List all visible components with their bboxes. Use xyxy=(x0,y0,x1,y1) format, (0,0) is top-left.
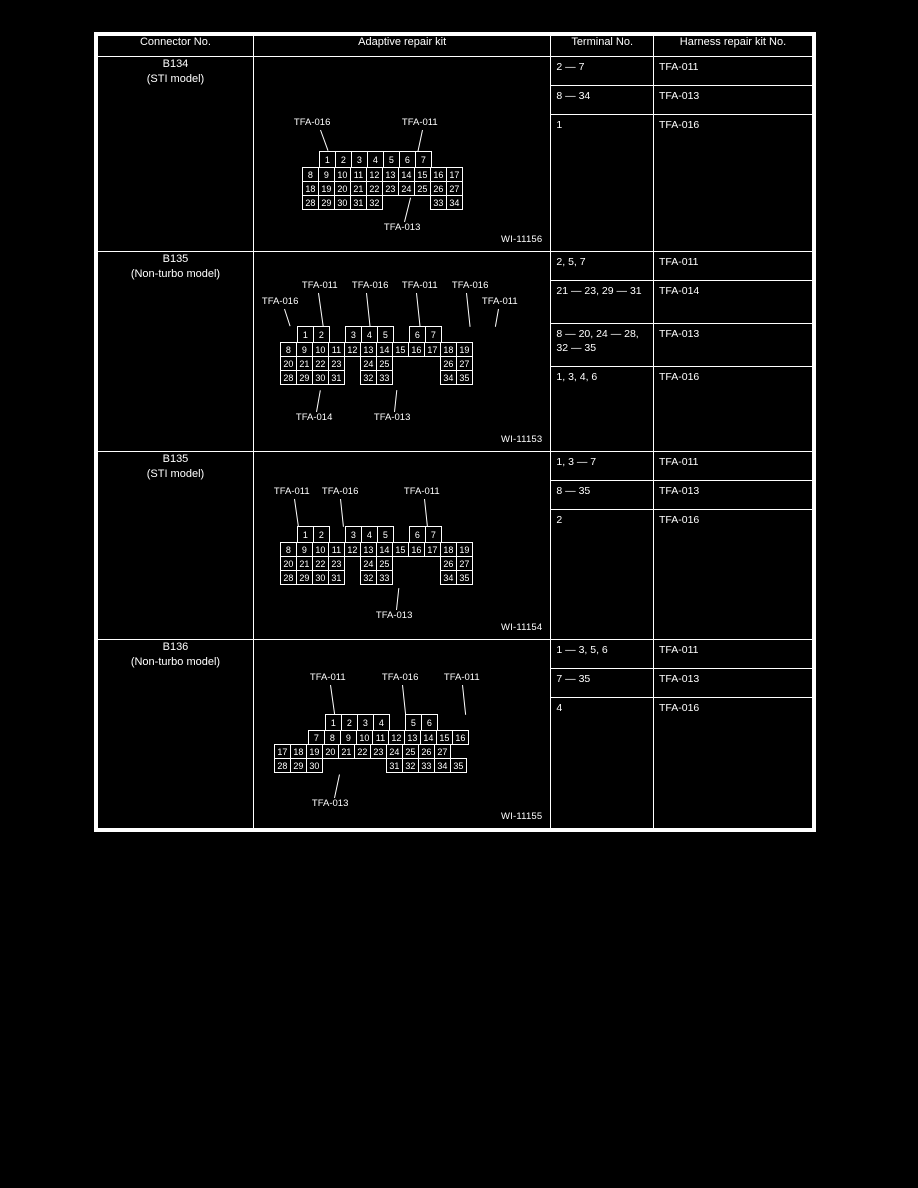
pin: 16 xyxy=(408,542,425,557)
pin: 29 xyxy=(290,758,307,773)
pin: 29 xyxy=(318,195,335,210)
pin-spacer xyxy=(424,556,441,571)
pin: 1 xyxy=(325,714,342,731)
repair-kit-table xyxy=(97,35,813,829)
leader-line xyxy=(495,309,499,327)
pin: 9 xyxy=(296,542,313,557)
harness-value: TFA-011 xyxy=(654,640,812,669)
pin: 12 xyxy=(366,167,383,182)
table-row xyxy=(98,252,813,452)
pin: 26 xyxy=(430,181,447,196)
connector-name: B135 xyxy=(162,253,189,265)
harness-value: TFA-013 xyxy=(654,324,812,367)
pin-spacer xyxy=(382,195,399,210)
terminal-value: 2 xyxy=(556,514,563,526)
diagram-label-tfa016: TFA-016 xyxy=(261,296,299,307)
pin: 33 xyxy=(376,570,393,585)
leader-line xyxy=(316,390,321,412)
pin-spacer xyxy=(329,326,346,341)
pin-spacer xyxy=(393,326,410,341)
pin: 6 xyxy=(399,151,416,168)
connector-model: (Non-turbo model) xyxy=(130,656,221,668)
pin-spacer xyxy=(392,556,409,571)
connector-name: B136 xyxy=(162,641,189,653)
pin-spacer xyxy=(392,356,409,371)
pin: 9 xyxy=(296,342,313,357)
pin: 11 xyxy=(372,730,389,745)
pin: 1 xyxy=(319,151,336,168)
diagram-label-tfa011: TFA-011 xyxy=(401,280,438,291)
pin: 8 xyxy=(280,342,297,357)
pin: 20 xyxy=(334,181,351,196)
pin: 34 xyxy=(446,195,463,210)
connector-model: (Non-turbo model) xyxy=(130,268,221,280)
pin: 22 xyxy=(366,181,383,196)
pin-spacer xyxy=(408,570,425,585)
pin: 2 xyxy=(313,326,330,343)
pin-row xyxy=(274,758,468,772)
leader-line xyxy=(394,390,397,412)
harness-repair-kit-cell xyxy=(653,57,812,252)
diagram-label-tfa011: TFA-011 xyxy=(401,117,438,128)
pin-spacer xyxy=(329,526,346,541)
connector-name: B134 xyxy=(162,58,189,70)
pin-spacer xyxy=(392,570,409,585)
connector-cell xyxy=(98,252,254,452)
pin: 29 xyxy=(296,370,313,385)
pin: 28 xyxy=(302,195,319,210)
pin: 35 xyxy=(450,758,467,773)
terminal-value: 1 — 3, 5, 6 xyxy=(551,640,653,669)
connector-cell xyxy=(98,57,254,252)
harness-value: TFA-011 xyxy=(654,452,812,481)
pin: 3 xyxy=(351,151,368,168)
pin: 10 xyxy=(312,542,329,557)
harness-repair-kit-cell xyxy=(653,640,812,829)
pin: 6 xyxy=(421,714,438,731)
pin: 34 xyxy=(440,570,457,585)
pin: 5 xyxy=(377,526,394,543)
pin: 27 xyxy=(434,744,451,759)
pin-row xyxy=(325,714,468,730)
pin: 21 xyxy=(350,181,367,196)
pin: 2 xyxy=(335,151,352,168)
pin: 9 xyxy=(318,167,335,182)
diagram-wi-code: WI-11156 xyxy=(501,234,543,245)
pin-row xyxy=(280,556,472,570)
connector-diagram xyxy=(254,640,550,828)
pin: 31 xyxy=(386,758,403,773)
harness-list xyxy=(654,452,812,530)
pin-row xyxy=(302,167,462,181)
pin: 4 xyxy=(367,151,384,168)
pin-row xyxy=(297,326,472,342)
harness-value: TFA-013 xyxy=(654,481,812,510)
pin: 32 xyxy=(366,195,383,210)
pin: 15 xyxy=(392,542,409,557)
pin: 24 xyxy=(386,744,403,759)
leader-line xyxy=(424,499,428,527)
diagram-label-tfa016: TFA-016 xyxy=(381,672,419,683)
pin: 1 xyxy=(297,326,314,343)
pin: 17 xyxy=(446,167,463,182)
pin: 17 xyxy=(274,744,291,759)
pin: 31 xyxy=(328,570,345,585)
pin: 13 xyxy=(360,542,377,557)
pin-spacer xyxy=(322,758,339,773)
harness-value: TFA-011 xyxy=(654,57,812,86)
pin: 28 xyxy=(274,758,291,773)
pin: 12 xyxy=(388,730,405,745)
pin-spacer xyxy=(344,370,361,385)
pin: 17 xyxy=(424,542,441,557)
terminal-no-cell xyxy=(551,252,654,452)
pin: 35 xyxy=(456,570,473,585)
pin: 1 xyxy=(297,526,314,543)
pin: 24 xyxy=(360,556,377,571)
diagram-label-tfa016: TFA-016 xyxy=(321,486,359,497)
diagram-wi-code: WI-11155 xyxy=(501,811,543,822)
header-adaptive-repair-kit: Adaptive repair kit xyxy=(253,36,550,57)
terminal-list xyxy=(551,452,653,530)
diagram-label-tfa014: TFA-014 xyxy=(295,412,333,423)
harness-repair-kit-cell xyxy=(653,252,812,452)
pin: 32 xyxy=(360,570,377,585)
diagram-label-tfa011: TFA-011 xyxy=(443,672,480,683)
leader-line xyxy=(462,685,466,715)
terminal-list xyxy=(551,57,653,135)
pin: 27 xyxy=(456,356,473,371)
pin: 21 xyxy=(296,356,313,371)
leader-line xyxy=(402,685,406,715)
pin-row xyxy=(308,730,468,744)
pin: 20 xyxy=(280,556,297,571)
terminal-value: 8 — 20, 24 — 28, 32 — 35 xyxy=(551,324,653,367)
pin: 34 xyxy=(434,758,451,773)
pin: 23 xyxy=(370,744,387,759)
table-row xyxy=(98,57,813,252)
adaptive-repair-kit-cell xyxy=(253,452,550,640)
harness-value: TFA-016 xyxy=(658,702,700,714)
pin: 22 xyxy=(354,744,371,759)
pin-spacer xyxy=(424,570,441,585)
harness-list xyxy=(654,640,812,718)
leader-line xyxy=(318,293,324,327)
pin: 6 xyxy=(409,526,426,543)
harness-value: TFA-013 xyxy=(654,86,812,115)
pin-spacer xyxy=(370,758,387,773)
connector-cell xyxy=(98,640,254,829)
pin: 34 xyxy=(440,370,457,385)
pin-row xyxy=(302,195,462,209)
pin: 13 xyxy=(382,167,399,182)
pin: 10 xyxy=(312,342,329,357)
pin: 21 xyxy=(296,556,313,571)
pin: 16 xyxy=(430,167,447,182)
harness-list xyxy=(654,252,812,387)
leader-line xyxy=(330,685,335,715)
header-harness-repair-kit-no: Harness repair kit No. xyxy=(653,36,812,57)
pin: 13 xyxy=(360,342,377,357)
repair-kit-table-frame xyxy=(94,32,816,832)
diagram-label-tfa013: TFA-013 xyxy=(373,412,411,423)
pin: 20 xyxy=(280,356,297,371)
pin: 32 xyxy=(402,758,419,773)
pin-spacer xyxy=(344,556,361,571)
pin: 25 xyxy=(402,744,419,759)
terminal-value: 4 xyxy=(556,702,563,714)
pin: 5 xyxy=(405,714,422,731)
adaptive-repair-kit-cell xyxy=(253,252,550,452)
terminal-value: 2, 5, 7 xyxy=(551,252,653,281)
pin: 6 xyxy=(409,326,426,343)
pin: 20 xyxy=(322,744,339,759)
pin: 26 xyxy=(418,744,435,759)
pin: 4 xyxy=(361,526,378,543)
diagram-label-tfa016: TFA-016 xyxy=(293,117,331,128)
pin: 27 xyxy=(456,556,473,571)
terminal-value: 1, 3 — 7 xyxy=(551,452,653,481)
diagram-label-tfa013: TFA-013 xyxy=(311,798,349,809)
diagram-label-tfa011: TFA-011 xyxy=(309,672,346,683)
pin-spacer xyxy=(389,714,406,729)
pin: 18 xyxy=(440,342,457,357)
diagram-label-tfa013: TFA-013 xyxy=(375,610,413,621)
pin-spacer xyxy=(424,370,441,385)
pin: 12 xyxy=(344,542,361,557)
harness-repair-kit-cell xyxy=(653,452,812,640)
pin: 26 xyxy=(440,356,457,371)
connector-model: (STI model) xyxy=(146,73,205,85)
pin: 4 xyxy=(373,714,390,731)
pin: 8 xyxy=(302,167,319,182)
pin: 14 xyxy=(376,542,393,557)
leader-line xyxy=(416,293,421,327)
pin: 25 xyxy=(376,356,393,371)
pin-spacer xyxy=(393,526,410,541)
pin-spacer xyxy=(408,556,425,571)
pin-spacer xyxy=(354,758,371,773)
diagram-label-tfa016: TFA-016 xyxy=(351,280,389,291)
diagram-label-tfa011: TFA-011 xyxy=(403,486,440,497)
pin: 18 xyxy=(302,181,319,196)
pin: 25 xyxy=(414,181,431,196)
pin: 30 xyxy=(334,195,351,210)
pin: 33 xyxy=(430,195,447,210)
terminal-value: 8 — 34 xyxy=(551,86,653,115)
harness-value: TFA-016 xyxy=(658,514,700,526)
pin: 30 xyxy=(312,570,329,585)
pin: 9 xyxy=(340,730,357,745)
pin-row xyxy=(280,542,472,556)
diagram-wi-code: WI-11154 xyxy=(501,622,543,633)
pin-row xyxy=(319,151,462,167)
leader-line xyxy=(396,588,399,610)
harness-list xyxy=(654,57,812,135)
pin: 32 xyxy=(360,370,377,385)
pin: 28 xyxy=(280,570,297,585)
pin: 11 xyxy=(350,167,367,182)
pin-row xyxy=(280,356,472,370)
pin-spacer xyxy=(398,195,415,210)
terminal-value: 8 — 35 xyxy=(551,481,653,510)
pin: 27 xyxy=(446,181,463,196)
terminal-value: 2 — 7 xyxy=(551,57,653,86)
diagram-label-tfa011: TFA-011 xyxy=(301,280,338,291)
pin: 8 xyxy=(324,730,341,745)
pin: 15 xyxy=(436,730,453,745)
harness-value: TFA-014 xyxy=(654,281,812,324)
pin: 3 xyxy=(357,714,374,731)
terminal-no-cell xyxy=(551,640,654,829)
connector-diagram xyxy=(254,57,550,251)
diagram-label-tfa013: TFA-013 xyxy=(383,222,421,233)
pin: 21 xyxy=(338,744,355,759)
connector-diagram xyxy=(254,452,550,639)
pin: 14 xyxy=(420,730,437,745)
diagram-wi-code: WI-11153 xyxy=(501,434,543,445)
pin-row xyxy=(280,570,472,584)
table-row xyxy=(98,640,813,829)
pin: 30 xyxy=(312,370,329,385)
pin: 11 xyxy=(328,342,345,357)
harness-value: TFA-013 xyxy=(654,669,812,698)
pin: 15 xyxy=(392,342,409,357)
terminal-no-cell xyxy=(551,57,654,252)
pin: 23 xyxy=(328,356,345,371)
pin: 23 xyxy=(328,556,345,571)
table-header-row xyxy=(98,36,813,57)
pin: 25 xyxy=(376,556,393,571)
pin: 33 xyxy=(418,758,435,773)
pin: 7 xyxy=(308,730,325,745)
pin-row xyxy=(297,526,472,542)
harness-value: TFA-016 xyxy=(658,119,700,131)
leader-line xyxy=(466,293,471,327)
leader-line xyxy=(417,130,423,152)
leader-line xyxy=(334,774,340,798)
pin: 5 xyxy=(383,151,400,168)
pin: 3 xyxy=(345,326,362,343)
pin: 29 xyxy=(296,570,313,585)
connector-name: B135 xyxy=(162,453,189,465)
pin: 24 xyxy=(360,356,377,371)
leader-line xyxy=(366,293,371,327)
pin-spacer xyxy=(344,570,361,585)
leader-line xyxy=(284,309,291,326)
terminal-list xyxy=(551,640,653,718)
table-row xyxy=(98,452,813,640)
pin: 10 xyxy=(356,730,373,745)
pin: 19 xyxy=(456,342,473,357)
pin: 23 xyxy=(382,181,399,196)
pin-spacer xyxy=(408,370,425,385)
header-connector-no: Connector No. xyxy=(98,36,254,57)
pin: 12 xyxy=(344,342,361,357)
pin: 14 xyxy=(398,167,415,182)
pin-spacer xyxy=(392,370,409,385)
terminal-value: 21 — 23, 29 — 31 xyxy=(551,281,653,324)
pin: 11 xyxy=(328,542,345,557)
pin: 31 xyxy=(350,195,367,210)
pin-spacer xyxy=(344,356,361,371)
adaptive-repair-kit-cell xyxy=(253,57,550,252)
harness-value: TFA-011 xyxy=(654,252,812,281)
diagram-label-tfa011: TFA-011 xyxy=(273,486,310,497)
pin: 22 xyxy=(312,356,329,371)
leader-line xyxy=(294,499,299,527)
pin: 10 xyxy=(334,167,351,182)
adaptive-repair-kit-cell xyxy=(253,640,550,829)
terminal-value: 1 xyxy=(556,119,563,131)
pin-row xyxy=(280,370,472,384)
pin: 19 xyxy=(318,181,335,196)
connector-cell xyxy=(98,452,254,640)
pin: 30 xyxy=(306,758,323,773)
pin: 28 xyxy=(280,370,297,385)
harness-value: TFA-016 xyxy=(658,371,700,383)
header-terminal-no: Terminal No. xyxy=(551,36,654,57)
pin-spacer xyxy=(408,356,425,371)
pin: 26 xyxy=(440,556,457,571)
pin-row xyxy=(280,342,472,356)
pin: 2 xyxy=(313,526,330,543)
terminal-value: 1, 3, 4, 6 xyxy=(556,371,598,383)
pin: 7 xyxy=(415,151,432,168)
pin: 15 xyxy=(414,167,431,182)
pin: 31 xyxy=(328,370,345,385)
terminal-no-cell xyxy=(551,452,654,640)
pin-spacer xyxy=(338,758,355,773)
pin-row xyxy=(302,181,462,195)
pin: 2 xyxy=(341,714,358,731)
pin: 35 xyxy=(456,370,473,385)
connector-model: (STI model) xyxy=(146,468,205,480)
pin: 18 xyxy=(290,744,307,759)
pin: 22 xyxy=(312,556,329,571)
pin: 13 xyxy=(404,730,421,745)
pin: 16 xyxy=(452,730,469,745)
diagram-label-tfa016: TFA-016 xyxy=(451,280,489,291)
diagram-label-tfa011: TFA-011 xyxy=(481,296,518,307)
pin: 17 xyxy=(424,342,441,357)
pin: 5 xyxy=(377,326,394,343)
terminal-value: 7 — 35 xyxy=(551,669,653,698)
pin-spacer xyxy=(424,356,441,371)
pin: 19 xyxy=(306,744,323,759)
pin: 14 xyxy=(376,342,393,357)
terminal-list xyxy=(551,252,653,387)
pin-row xyxy=(274,744,468,758)
pin: 7 xyxy=(425,526,442,543)
leader-line xyxy=(320,130,328,151)
connector-diagram xyxy=(254,252,550,451)
pin: 19 xyxy=(456,542,473,557)
pin: 33 xyxy=(376,370,393,385)
pin: 8 xyxy=(280,542,297,557)
pin-spacer xyxy=(414,195,431,210)
pin: 16 xyxy=(408,342,425,357)
pin: 4 xyxy=(361,326,378,343)
pin: 3 xyxy=(345,526,362,543)
pin: 7 xyxy=(425,326,442,343)
pin: 18 xyxy=(440,542,457,557)
pin: 24 xyxy=(398,181,415,196)
leader-line xyxy=(340,499,344,527)
